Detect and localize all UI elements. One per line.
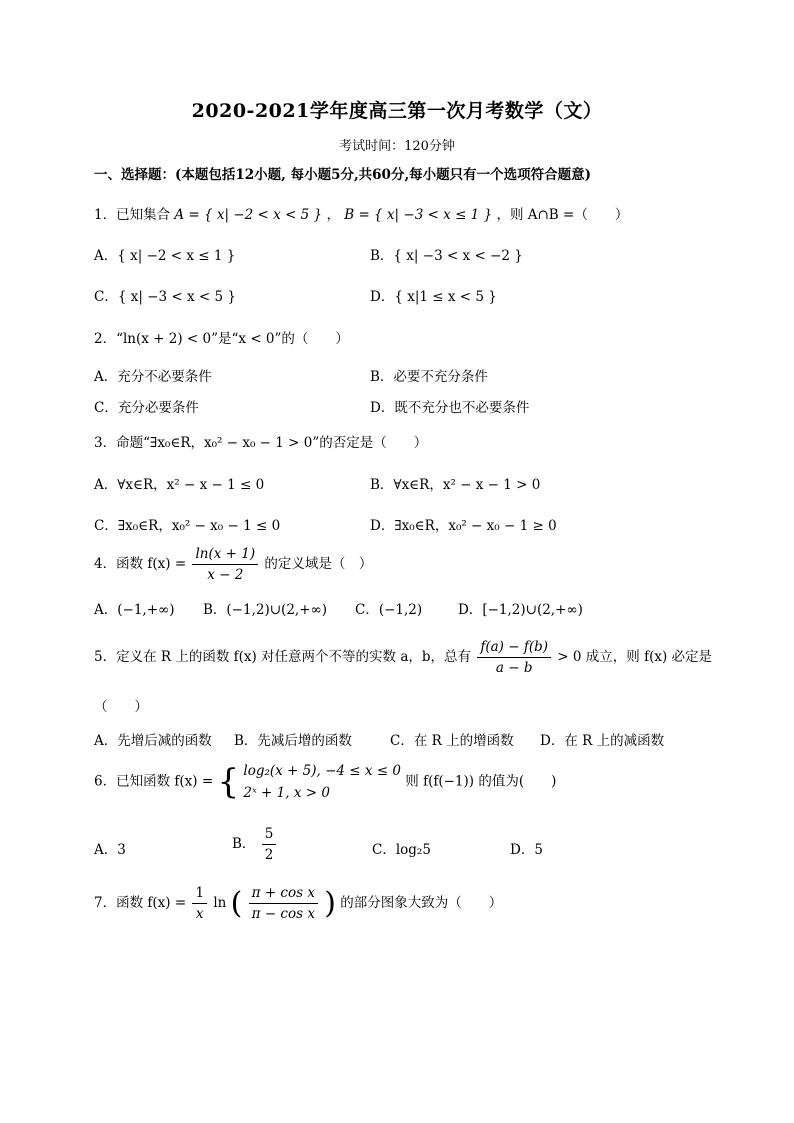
q7-x: x (195, 906, 204, 922)
q6-option-b-den: 2 (264, 847, 274, 863)
q6-option-a[interactable]: A．3 (94, 842, 126, 858)
q4-denominator: x − 2 (207, 567, 244, 583)
q5-option-d[interactable]: D．在 R 上的减函数 (540, 733, 665, 749)
q4-numerator: ln(x + 1) (192, 546, 258, 565)
q2-option-d[interactable]: D．既不充分也不必要条件 (370, 400, 530, 416)
q3-option-c[interactable]: C．∃x₀∈R，x₀² − x₀ − 1 ≤ 0 (94, 518, 281, 534)
q4-option-c[interactable]: C．(−1,2) (355, 602, 423, 618)
q6-prefix: 6．已知函数 f(x) = (94, 773, 214, 790)
q6-brace: { (217, 762, 240, 802)
q1-set-a: A = { x| −2 < x < 5 } (174, 207, 323, 223)
q3-option-a[interactable]: A．∀x∈R，x² − x − 1 ≤ 0 (94, 477, 265, 493)
question-6-stem (94, 760, 556, 804)
q1-suffix: ，则 A∩B =（ ） (496, 207, 629, 223)
q5-numerator: f(a) − f(b) (477, 639, 551, 658)
q4-option-b[interactable]: B．(−1,2)∪(2,+∞) (203, 602, 328, 618)
question-3-stem: 3．命题“∃x₀∈R，x₀² − x₀ − 1 > 0”的否定是（ ） (94, 435, 428, 451)
q6-option-b-fraction (262, 826, 277, 863)
section-heading: 一、选择题：(本题包括12小题, 每小题5分,共60分,每小题只有一个选项符合题意) (94, 167, 592, 183)
q5-option-b[interactable]: B．先减后增的函数 (234, 733, 352, 749)
q7-suffix: 的部分图象大致为（ ） (340, 895, 503, 911)
q7-prefix: 7．函数 f(x) = (94, 895, 187, 911)
q7-one: 1 (192, 885, 207, 904)
q6-suffix: 则 f(f(−1)) 的值为( ) (405, 773, 557, 790)
question-7-stem (94, 885, 502, 922)
q6-option-d[interactable]: D．5 (510, 842, 543, 858)
q2-option-b[interactable]: B．必要不充分条件 (370, 369, 488, 385)
q7-left-paren: ( (230, 886, 243, 921)
q5-fraction (477, 639, 551, 676)
q7-reciprocal (192, 885, 207, 922)
q6-case-1: log₂(x + 5), −4 ≤ x ≤ 0 (243, 763, 401, 779)
question-1-stem (94, 203, 628, 223)
q1-option-c[interactable]: C．{ x| −3 < x < 5 } (94, 289, 236, 305)
q2-option-a[interactable]: A．充分不必要条件 (94, 369, 212, 385)
q5-prefix: 5．定义在 R 上的函数 f(x) 对任意两个不等的实数 a，b，总有 (94, 649, 472, 665)
q1-option-d[interactable]: D．{ x|1 ≤ x < 5 } (370, 289, 497, 305)
q1-sep: ， (326, 207, 340, 223)
q6-option-b-num: 5 (262, 826, 277, 845)
q6-piecewise (243, 760, 401, 804)
question-5-stem (94, 639, 712, 676)
q5-denominator: a − b (495, 660, 533, 676)
q7-fraction (249, 885, 318, 922)
q4-suffix: 的定义域是（ ） (264, 556, 373, 572)
q7-ln: ln (213, 895, 227, 911)
question-4-stem (94, 546, 372, 583)
q1-prefix: 1．已知集合 (94, 207, 171, 223)
q4-prefix: 4．函数 f(x) = (94, 556, 187, 572)
q7-denominator: π − cos x (251, 906, 315, 922)
q7-right-paren: ) (324, 886, 336, 921)
q4-option-d[interactable]: D．[−1,2)∪(2,+∞) (458, 602, 583, 618)
q7-numerator: π + cos x (249, 885, 318, 904)
q5-option-a[interactable]: A．先增后减的函数 (94, 733, 212, 749)
q5-answer-paren: （ ） (94, 699, 148, 715)
question-2-stem: 2．“ln(x + 2) < 0”是“x < 0”的（ ） (94, 331, 349, 347)
q1-option-b[interactable]: B．{ x| −3 < x < −2 } (370, 248, 523, 264)
q1-option-a[interactable]: A．{ x| −2 < x ≤ 1 } (94, 248, 236, 264)
q2-option-c[interactable]: C．充分必要条件 (94, 400, 199, 416)
q4-option-a[interactable]: A．(−1,+∞) (94, 602, 175, 618)
q5-suffix: > 0 成立，则 f(x) 必定是 (557, 649, 713, 665)
page-title: 2020-2021学年度高三第一次月考数学（文） (191, 100, 603, 122)
q4-fraction (192, 546, 258, 583)
q3-option-b[interactable]: B．∀x∈R，x² − x − 1 > 0 (370, 477, 541, 493)
q6-case-2: 2ˣ + 1, x > 0 (243, 785, 330, 801)
q1-set-b: B = { x| −3 < x ≤ 1 } (344, 207, 493, 223)
q6-option-b-label: B． (232, 836, 256, 852)
q6-option-b[interactable] (232, 826, 278, 863)
exam-duration: 考试时间：120分钟 (339, 139, 455, 154)
q3-option-d[interactable]: D．∃x₀∈R，x₀² − x₀ − 1 ≥ 0 (370, 518, 557, 534)
q6-option-c[interactable]: C．log₂5 (372, 842, 431, 858)
q5-option-c[interactable]: C．在 R 上的增函数 (390, 733, 514, 749)
